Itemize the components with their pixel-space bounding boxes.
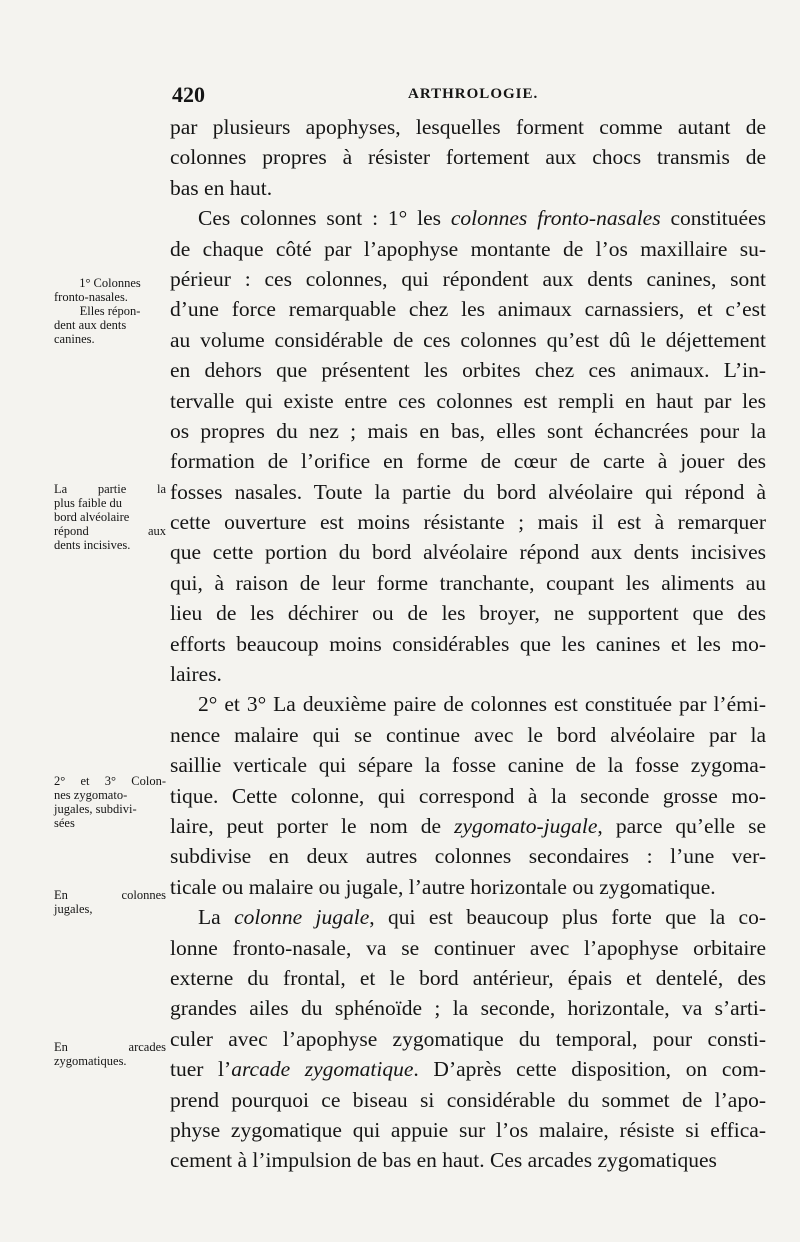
margin-note [54, 888, 166, 916]
text-line: subdivise en deux autres colonnes secondaires : l’une ver- [170, 844, 766, 869]
margin-note [54, 276, 166, 346]
margin-note-line: nes zygomato- [54, 788, 128, 802]
text-line: laires. [170, 662, 222, 687]
text-line: lieu de les déchirer ou de les broyer, ne supportent que des [170, 601, 766, 626]
margin-note-line: 2° et 3° Colon- [54, 774, 166, 788]
text-line: fosses nasales. Toute la partie du bord alvéolaire qui répond à [170, 479, 766, 504]
margin-note [54, 1040, 166, 1068]
margin-note-line: En colonnes [54, 888, 166, 902]
text-line: La colonne jugale, qui est beaucoup plus forte que la co- [198, 905, 766, 930]
text-line: nence malaire qui se continue avec le bord alvéolaire par la [170, 722, 766, 747]
margin-note [54, 482, 166, 552]
text-line: cette ouverture est moins résistante ; mais il est à remarquer [170, 510, 766, 535]
text-line: cement à l’impulsion de bas en haut. Ces arcades zygomatiques [170, 1148, 717, 1173]
margin-note [54, 774, 166, 830]
margin-note-line: canines. [54, 332, 95, 346]
margin-note-line: La partie la [54, 482, 166, 496]
margin-note-line: répond aux [54, 524, 166, 538]
text-line: qui, à raison de leur forme tranchante, coupant les aliments au [170, 570, 766, 595]
text-line: que cette portion du bord alvéolaire répond aux dents incisives [170, 540, 766, 565]
text-line: périeur : ces colonnes, qui répondent aux dents canines, sont [170, 266, 766, 291]
text-line: prend pourquoi ce biseau si considérable du sommet de l’apo- [170, 1087, 766, 1112]
margin-note-line: plus faible du [54, 496, 123, 510]
text-line: en dehors que présentent les orbites chez ces animaux. L’in- [170, 358, 766, 383]
running-title: ARTHROLOGIE. [408, 86, 539, 102]
italic-term: colonnes fronto-nasales [450, 206, 661, 231]
main-text [170, 112, 766, 1176]
margin-note-line: sées [54, 816, 75, 830]
text-line: colonnes propres à résister fortement aux chocs transmis de [170, 145, 766, 170]
text-line: au volume considérable de ces colonnes qu’est dû le déjettement [170, 327, 766, 352]
text-line: d’une force remarquable chez les animaux carnassiers, et c’est [170, 297, 766, 322]
text-line: efforts beaucoup moins considérables que les canines et les mo- [170, 631, 766, 656]
text-line: os propres du nez ; mais en bas, elles sont échancrées pour la [170, 418, 766, 443]
text-line: saillie verticale qui sépare la fosse canine de la fosse zygoma- [170, 753, 766, 778]
margin-note-line: zygomatiques. [54, 1054, 127, 1068]
margin-note-line: Elles répon- [79, 304, 141, 318]
text-line: tuer l’arcade zygomatique. D’après cette disposition, on com- [170, 1057, 766, 1082]
margin-note-line: dents incisives. [54, 538, 131, 552]
italic-term: zygomato-jugale [454, 813, 598, 838]
text-line: par plusieurs apophyses, lesquelles forment comme autant de [170, 115, 766, 139]
italic-term: arcade zygomatique [231, 1057, 414, 1082]
text-line: 2° et 3° La deuxième paire de colonnes est constituée par l’émi- [198, 692, 766, 717]
text-line: formation de l’orifice en forme de cœur de carte à jouer des [170, 449, 766, 474]
margin-note-line: jugales, [54, 902, 93, 916]
page-header [170, 82, 770, 112]
text-line: tique. Cette colonne, qui correspond à la seconde grosse mo- [170, 783, 766, 808]
text-line: lonne fronto-nasale, va se continuer avec l’apophyse orbitaire [170, 935, 766, 960]
text-line: de chaque côté par l’apophyse montante de l’os maxillaire su- [170, 236, 766, 261]
margin-note-line: fronto-nasales. [54, 290, 128, 304]
text-line: grandes ailes du sphénoïde ; la seconde, horizontale, va s’arti- [170, 996, 766, 1021]
italic-term: colonne jugale [234, 905, 370, 930]
text-line: physe zygomatique qui appuie sur l’os malaire, résiste si effica- [170, 1117, 766, 1142]
margin-note-line: bord alvéolaire [54, 510, 130, 524]
text-line: externe du frontal, et le bord antérieur, épais et dentelé, des [170, 965, 766, 990]
text-line: Ces colonnes sont : 1° les colonnes fronto-nasales constituées [198, 206, 766, 231]
margin-note-line: 1° Colonnes [79, 276, 141, 290]
text-line: ticale ou malaire ou jugale, l’autre horizontale ou zygomatique. [170, 874, 716, 899]
margin-note-line: En arcades [54, 1040, 166, 1054]
show-through-texture [250, 66, 253, 82]
text-line: tervalle qui existe entre ces colonnes est rempli en haut par les [170, 388, 766, 413]
text-line: culer avec l’apophyse zygomatique du temporal, pour consti- [170, 1026, 766, 1051]
text-line: laire, peut porter le nom de zygomato-jugale, parce qu’elle se [170, 813, 767, 838]
margin-note-line: dent aux dents [54, 318, 127, 332]
margin-note-line: jugales, subdivi- [54, 802, 137, 816]
page-number: 420 [172, 82, 205, 107]
text-line: bas en haut. [170, 175, 273, 200]
